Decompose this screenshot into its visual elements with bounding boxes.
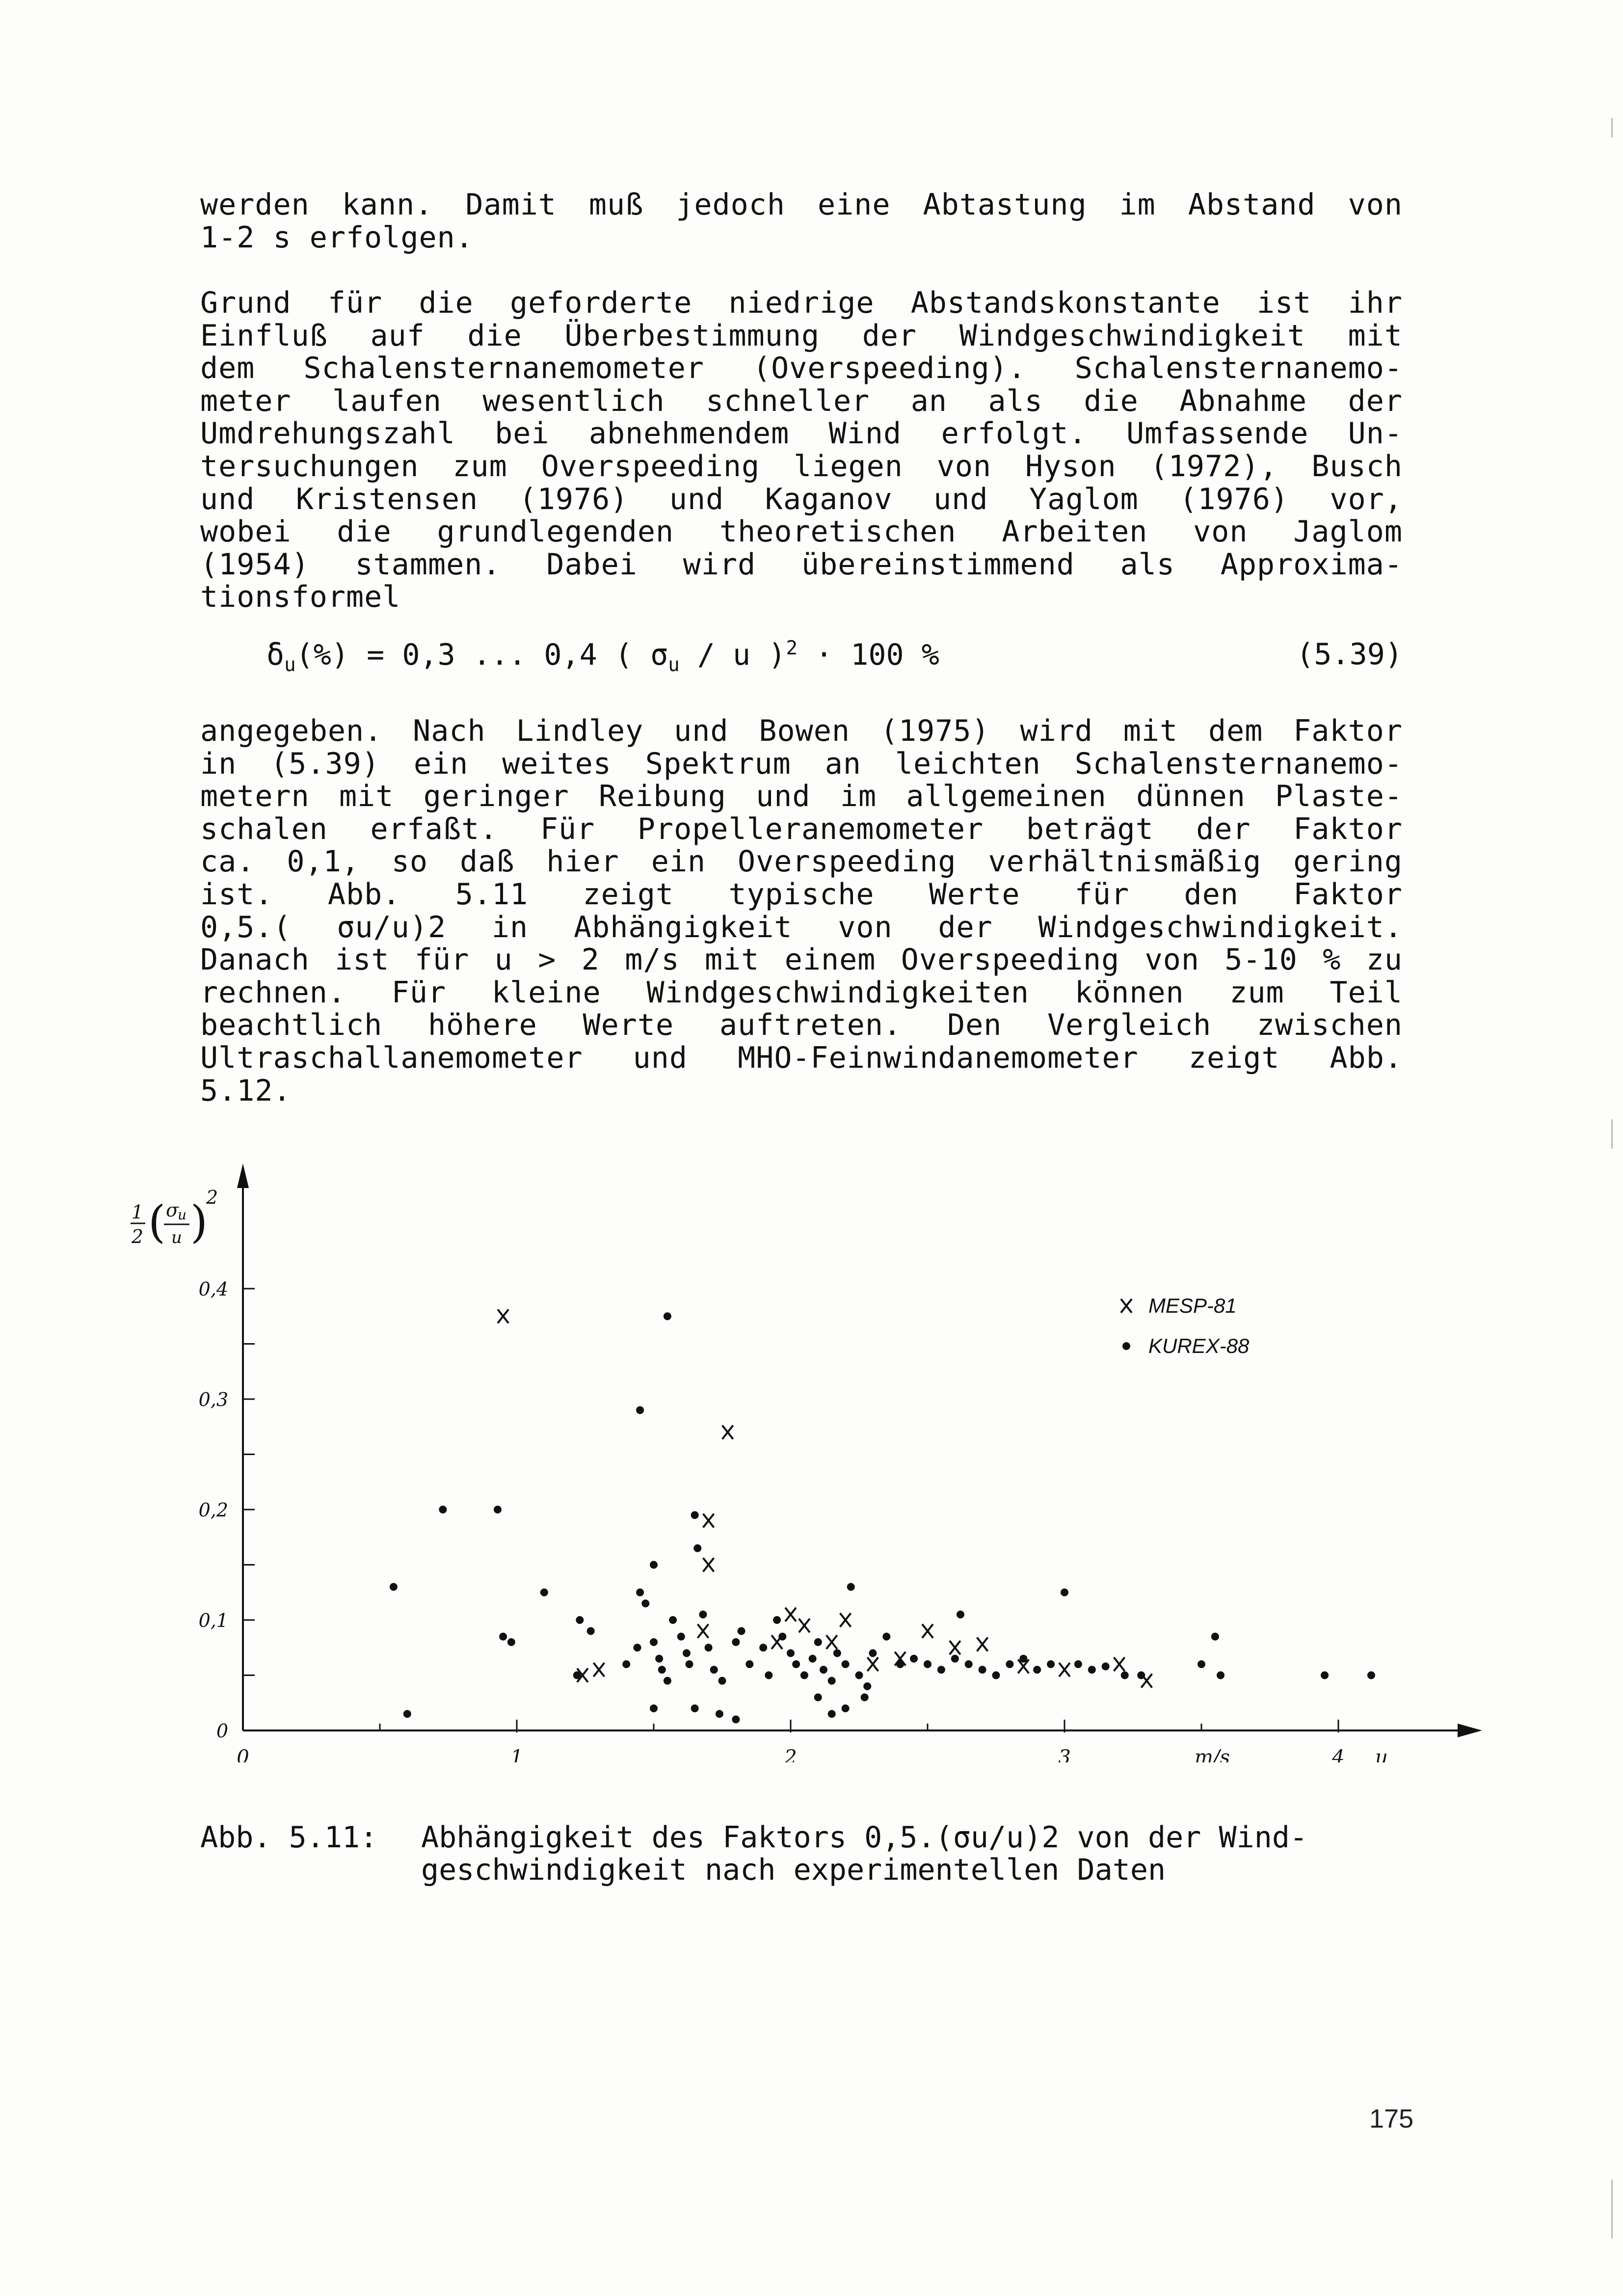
text-line: metern mit geringer Reibung und im allgemeinen dünnen Plaste-: [200, 779, 1403, 814]
data-point-kurex-88: [1006, 1660, 1013, 1668]
data-point-kurex-88: [1102, 1663, 1110, 1671]
text-line: ist. Abb. 5.11 zeigt typische Werte für den Faktor: [200, 877, 1403, 912]
text-line: und Kristensen (1976) und Kaganov und Yaglom (1976) vor,: [200, 482, 1403, 516]
data-point-kurex-88: [738, 1627, 745, 1635]
data-point-kurex-88: [842, 1704, 850, 1712]
text-line: Grund für die geforderte niedrige Abstandskonstante ist ihr: [200, 286, 1403, 320]
y-label-paren-open: (: [148, 1196, 166, 1248]
data-point-kurex-88: [732, 1638, 740, 1646]
data-point-kurex-88: [957, 1611, 964, 1619]
text-line: Danach ist für u > 2 m/s mit einem Overspeeding von 5-10 % zu: [200, 943, 1403, 977]
y-tick-label: 0,4: [198, 1278, 228, 1300]
data-point-kurex-88: [576, 1616, 584, 1624]
data-point-kurex-88: [1321, 1672, 1329, 1679]
data-point-kurex-88: [1367, 1672, 1375, 1679]
data-point-kurex-88: [634, 1644, 641, 1651]
data-point-kurex-88: [636, 1406, 644, 1414]
equation-5-39: [200, 622, 1403, 676]
data-point-mesp-81: [826, 1635, 837, 1649]
legend-marker-x: [1121, 1299, 1132, 1313]
y-label-power: 2: [206, 1187, 218, 1208]
data-point-kurex-88: [814, 1694, 822, 1702]
data-point-kurex-88: [573, 1672, 581, 1679]
data-point-kurex-88: [641, 1599, 649, 1607]
data-point-kurex-88: [1061, 1589, 1068, 1596]
text-line: meter laufen wesentlich schneller an als die Abnahme der: [200, 383, 1403, 418]
text-line: 1-2 s erfolgen.: [200, 220, 474, 255]
data-point-kurex-88: [587, 1627, 595, 1635]
data-point-kurex-88: [705, 1644, 713, 1651]
data-point-mesp-81: [703, 1558, 714, 1572]
data-point-kurex-88: [882, 1633, 890, 1641]
data-point-kurex-88: [658, 1666, 666, 1674]
legend-marker-dot: [1122, 1342, 1130, 1350]
y-label-sub: u: [178, 1207, 187, 1223]
data-point-kurex-88: [1019, 1655, 1027, 1663]
legend-label-mesp-81: MESP-81: [1148, 1294, 1237, 1317]
text-line: werden kann. Damit muß jedoch eine Abtastung im Abstand von: [200, 188, 1403, 222]
y-tick-label: 0,2: [198, 1499, 228, 1521]
data-point-kurex-88: [820, 1666, 827, 1674]
equation-body: $\delta_u(\%) = 0,3$ ... 0,4 ( $\sigma_u$ / u )$^2$ · 100 %: [266, 637, 939, 676]
caption-text-line-2: geschwindigkeit nach experimentellen Daten: [421, 1853, 1166, 1887]
scatter-chart: [123, 1159, 1507, 1762]
figure-caption: [200, 1821, 1408, 1886]
data-point-kurex-88: [800, 1672, 808, 1679]
data-point-kurex-88: [699, 1611, 707, 1619]
data-point-kurex-88: [732, 1716, 740, 1724]
data-point-kurex-88: [664, 1677, 671, 1685]
data-point-kurex-88: [965, 1660, 973, 1668]
data-point-mesp-81: [593, 1663, 604, 1676]
data-point-mesp-81: [703, 1514, 714, 1528]
data-point-kurex-88: [861, 1694, 869, 1702]
text-line: schalen erfaßt. Für Propelleranemometer beträgt der Faktor: [200, 811, 1403, 846]
data-point-kurex-88: [622, 1660, 630, 1668]
data-point-kurex-88: [499, 1633, 507, 1641]
chart-legend: [1121, 1294, 1250, 1357]
data-point-kurex-88: [1197, 1660, 1205, 1668]
scan-edge-mark: [1611, 1119, 1613, 1149]
text-line: Einfluß auf die Überbestimmung der Windgeschwindigkeit mit: [200, 318, 1403, 353]
data-point-kurex-88: [390, 1583, 398, 1591]
x-tick-label: 4: [1332, 1746, 1345, 1762]
text-line: beachtlich höhere Werte auftreten. Den Vergleich zwischen: [200, 1008, 1403, 1043]
text-line: tionsformel: [200, 580, 401, 615]
data-point-kurex-88: [828, 1677, 836, 1685]
data-point-mesp-81: [785, 1608, 796, 1621]
text-line: Ultraschallanemometer und MHO-Feinwindanemometer zeigt Abb.: [200, 1040, 1403, 1075]
data-point-kurex-88: [540, 1589, 548, 1596]
data-point-kurex-88: [1211, 1633, 1219, 1641]
text-line: angegeben. Nach Lindley und Bowen (1975) wird mit dem Faktor: [200, 714, 1403, 748]
y-label-fraction-den: 2: [131, 1226, 144, 1247]
data-point-mesp-81: [867, 1657, 878, 1671]
text-line: tersuchungen zum Overspeeding liegen von Hyson (1972), Busch: [200, 449, 1403, 484]
page-number: 175: [1369, 2104, 1414, 2134]
data-point-kurex-88: [759, 1644, 767, 1651]
y-axis-label: [131, 1187, 218, 1248]
data-point-kurex-88: [507, 1638, 515, 1646]
data-point-kurex-88: [814, 1638, 822, 1646]
data-point-kurex-88: [992, 1672, 1000, 1679]
data-point-kurex-88: [683, 1649, 691, 1657]
data-point-mesp-81: [722, 1426, 733, 1439]
text-line: 5.12.: [200, 1073, 292, 1108]
chart-points: [390, 1309, 1375, 1723]
data-point-kurex-88: [1137, 1672, 1145, 1679]
data-point-kurex-88: [691, 1704, 699, 1712]
data-point-kurex-88: [787, 1649, 795, 1657]
text-line: Umdrehungszahl bei abnehmendem Wind erfolgt. Umfassende Un-: [200, 416, 1403, 451]
x-tick-label: 3: [1058, 1746, 1071, 1762]
data-point-kurex-88: [1121, 1672, 1129, 1679]
y-tick-label: 0,3: [198, 1389, 228, 1410]
data-point-kurex-88: [1047, 1660, 1055, 1668]
text-line: in (5.39) ein weites Spektrum an leichten Schalensternanemo-: [200, 746, 1403, 781]
x-tick-label: 1: [510, 1746, 523, 1762]
data-point-kurex-88: [745, 1660, 753, 1668]
legend-label-kurex-88: KUREX-88: [1148, 1334, 1250, 1357]
data-point-mesp-81: [1059, 1663, 1070, 1676]
data-point-mesp-81: [799, 1619, 810, 1632]
text-line: 0,5.( σu/u)2 in Abhängigkeit von der Windgeschwindigkeit.: [200, 910, 1403, 945]
data-point-kurex-88: [636, 1589, 644, 1596]
data-point-kurex-88: [896, 1660, 904, 1668]
text-line: ca. 0,1, so daß hier ein Overspeeding verhältnismäßig gering: [200, 844, 1403, 879]
x-axis-symbol: u: [1375, 1746, 1388, 1762]
data-point-kurex-88: [778, 1633, 786, 1641]
data-point-mesp-81: [977, 1638, 988, 1651]
text-line: dem Schalensternanemometer (Overspeeding). Schalensternanemo-: [200, 351, 1403, 386]
data-point-mesp-81: [498, 1309, 508, 1323]
caption-text-line-1: Abhängigkeit des Faktors 0,5.(σu/u)2 von der Wind-: [421, 1820, 1308, 1855]
data-point-kurex-88: [910, 1655, 918, 1663]
text-line: rechnen. Für kleine Windgeschwindigkeiten können zum Teil: [200, 975, 1403, 1010]
data-point-kurex-88: [1088, 1666, 1096, 1674]
data-point-kurex-88: [669, 1616, 677, 1624]
data-point-kurex-88: [792, 1660, 800, 1668]
data-point-kurex-88: [773, 1616, 781, 1624]
data-point-kurex-88: [1033, 1666, 1041, 1674]
data-point-kurex-88: [924, 1660, 931, 1668]
text-line: (1954) stammen. Dabei wird übereinstimmend als Approxima-: [200, 547, 1403, 582]
data-point-mesp-81: [922, 1624, 933, 1638]
paragraph-3: [200, 715, 1403, 1107]
data-point-kurex-88: [1074, 1660, 1082, 1668]
paragraph-1: [200, 189, 1403, 254]
data-point-mesp-81: [950, 1641, 960, 1654]
y-axis-arrow: [237, 1163, 249, 1188]
data-point-kurex-88: [691, 1511, 699, 1519]
scan-edge-mark: [1611, 2180, 1613, 2239]
y-label-den: u: [171, 1228, 182, 1247]
scan-edge-mark: [1611, 118, 1613, 137]
data-point-kurex-88: [809, 1655, 817, 1663]
data-point-kurex-88: [1217, 1672, 1224, 1679]
x-axis-arrow: [1458, 1724, 1482, 1737]
y-label-paren-close: ): [190, 1196, 208, 1248]
data-point-mesp-81: [697, 1624, 708, 1638]
data-point-kurex-88: [842, 1660, 850, 1668]
data-point-kurex-88: [494, 1506, 502, 1513]
data-point-kurex-88: [833, 1649, 841, 1657]
data-point-kurex-88: [718, 1677, 726, 1685]
y-tick-label: 0,1: [198, 1610, 228, 1631]
data-point-kurex-88: [439, 1506, 447, 1513]
y-label-fraction-num: 1: [131, 1201, 144, 1223]
data-point-kurex-88: [664, 1312, 671, 1320]
data-point-kurex-88: [765, 1672, 772, 1679]
data-point-kurex-88: [403, 1710, 411, 1718]
data-point-mesp-81: [1114, 1657, 1125, 1671]
data-point-kurex-88: [693, 1544, 701, 1552]
data-point-kurex-88: [937, 1666, 945, 1674]
data-point-kurex-88: [655, 1655, 663, 1663]
figure-5-11: [123, 1159, 1507, 1762]
data-point-kurex-88: [979, 1666, 986, 1674]
x-tick-label: 0: [237, 1746, 249, 1762]
data-point-kurex-88: [951, 1655, 959, 1663]
y-tick-label: 0: [216, 1720, 228, 1742]
paragraph-2: [200, 287, 1403, 614]
chart-axes: [199, 1163, 1482, 1762]
y-label-sigma: σ: [166, 1199, 179, 1221]
data-point-mesp-81: [840, 1613, 851, 1627]
data-point-kurex-88: [855, 1672, 863, 1679]
data-point-kurex-88: [869, 1649, 877, 1657]
data-point-kurex-88: [828, 1710, 836, 1718]
x-tick-label: 2: [784, 1746, 797, 1762]
data-point-kurex-88: [650, 1638, 658, 1646]
x-axis-unit: m/s: [1195, 1746, 1230, 1762]
data-point-kurex-88: [847, 1583, 855, 1591]
equation-number: (5.39): [1296, 637, 1403, 672]
caption-label: Abb. 5.11:: [200, 1820, 378, 1855]
data-point-kurex-88: [863, 1682, 871, 1690]
data-point-kurex-88: [686, 1660, 693, 1668]
data-point-kurex-88: [650, 1561, 658, 1569]
data-point-kurex-88: [677, 1633, 685, 1641]
data-point-kurex-88: [650, 1704, 658, 1712]
data-point-kurex-88: [716, 1710, 723, 1718]
data-point-kurex-88: [710, 1666, 718, 1674]
text-line: wobei die grundlegenden theoretischen Arbeiten von Jaglom: [200, 514, 1403, 549]
